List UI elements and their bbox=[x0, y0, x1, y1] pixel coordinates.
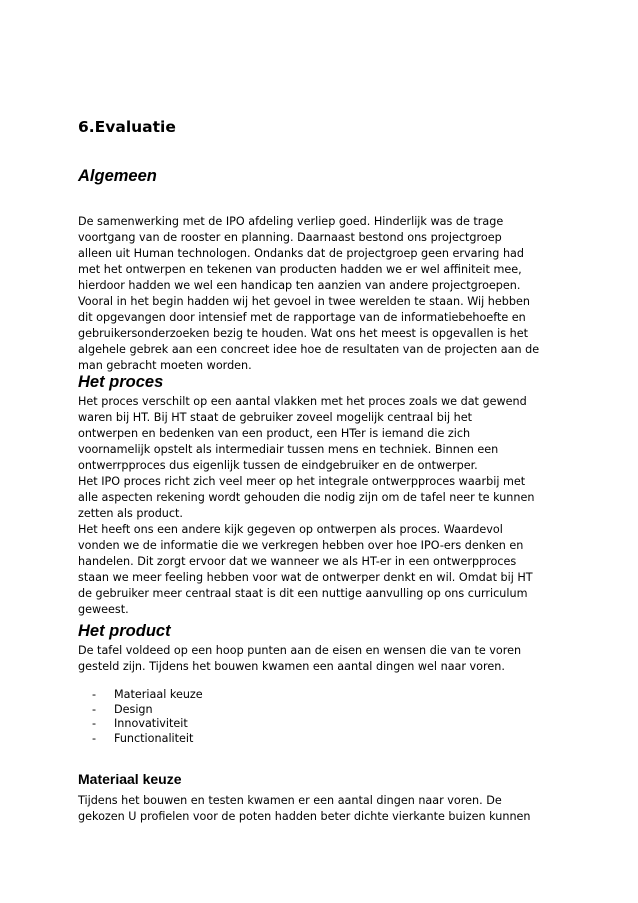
text-line: vonden we de informatie die we verkregen hebben over hoe IPO-ers denken en bbox=[78, 539, 524, 552]
text-line: ontwerpen en bedenken van een product, een HTer is iemand die zich bbox=[78, 427, 471, 440]
text-line: staan we meer feeling hebben voor wat de ontwerper denkt en wil. Omdat bij HT bbox=[78, 571, 533, 584]
section-heading-het-product: Het product bbox=[78, 622, 171, 640]
text-line: man gebracht moeten worden. bbox=[78, 359, 252, 372]
chapter-title: 6.Evaluatie bbox=[78, 118, 176, 136]
text-line: handelen. Dit zorgt ervoor dat we wanneer we als HT-er in een ontwerpproces bbox=[78, 555, 517, 568]
text-line: met het ontwerpen en tekenen van producten hadden we er wel affiniteit mee, bbox=[78, 263, 522, 276]
list-item-text: Innovativiteit bbox=[114, 717, 188, 730]
text-line: voortgang van de rooster en planning. Daarnaast bestond ons projectgroep bbox=[78, 231, 502, 244]
text-line: Het IPO proces richt zich veel meer op het integrale ontwerpproces waarbij met bbox=[78, 475, 526, 488]
text-line: Tijdens het bouwen en testen kwamen er een aantal dingen naar voren. De bbox=[78, 794, 502, 807]
text-line: algehele gebrek aan een concreet idee hoe de resultaten van de projecten aan de bbox=[78, 343, 540, 356]
text-line: gebruikersonderzoeken bezig te houden. Wat ons het meest is opgevallen is het bbox=[78, 327, 528, 340]
text-line: voornamelijk opstelt als intermediair tussen mens en techniek. Binnen een bbox=[78, 443, 499, 456]
text-line: gesteld zijn. Tijdens het bouwen kwamen een aantal dingen wel naar voren. bbox=[78, 660, 505, 673]
bullet-marker: - bbox=[92, 688, 97, 701]
text-line: waren bij HT. Bij HT staat de gebruiker zoveel mogelijk centraal bij het bbox=[78, 411, 473, 424]
text-line: hierdoor hadden we wel een handicap ten aanzien van andere projectgroepen. bbox=[78, 279, 521, 292]
text-line: alle aspecten rekening wordt gehouden die nodig zijn om de tafel neer te kunnen bbox=[78, 491, 535, 504]
text-line: Het heeft ons een andere kijk gegeven op ontwerpen als proces. Waardevol bbox=[78, 523, 503, 536]
list-item-text: Materiaal keuze bbox=[114, 688, 203, 701]
paragraph-algemeen bbox=[78, 214, 539, 374]
list-item-text: Functionaliteit bbox=[114, 731, 194, 745]
text-line: zetten als product. bbox=[78, 507, 183, 520]
text-line: alleen uit Human technologen. Ondanks dat de projectgroep geen ervaring had bbox=[78, 247, 525, 260]
text-line: gekozen U profielen voor de poten hadden beter dichte vierkante buizen kunnen bbox=[78, 810, 531, 823]
text-line: geweest. bbox=[78, 603, 129, 616]
text-line: de gebruiker meer centraal staat is dit een nuttige aanvulling op ons curriculum bbox=[78, 587, 528, 600]
paragraph-het-proces bbox=[78, 394, 534, 618]
bullet-marker: - bbox=[92, 702, 97, 716]
paragraph-het-product bbox=[78, 643, 521, 675]
text-line: De samenwerking met de IPO afdeling verliep goed. Hinderlijk was de trage bbox=[78, 215, 504, 228]
subsection-heading-materiaal-keuze: Materiaal keuze bbox=[78, 771, 182, 787]
paragraph-materiaal-keuze bbox=[78, 793, 531, 825]
text-line: Vooral in het begin hadden wij het gevoel in twee werelden te staan. Wij hebben bbox=[78, 295, 530, 308]
section-heading-het-proces: Het proces bbox=[78, 373, 164, 391]
list-item-text: Design bbox=[114, 702, 153, 716]
section-heading-algemeen: Algemeen bbox=[78, 167, 157, 185]
text-line: ontwerrpproces dus eigenlijk tussen de eindgebruiker en de ontwerper. bbox=[78, 459, 478, 472]
text-line: Het proces verschilt op een aantal vlakken met het proces zoals we dat gewend bbox=[78, 395, 527, 408]
text-line: dit opgevangen door intensief met de rapportage van de informatiebehoefte en bbox=[78, 311, 526, 324]
bullet-marker: - bbox=[92, 731, 97, 745]
bullet-marker: - bbox=[92, 717, 97, 730]
text-line: De tafel voldeed op een hoop punten aan de eisen en wensen die van te voren bbox=[78, 644, 522, 657]
